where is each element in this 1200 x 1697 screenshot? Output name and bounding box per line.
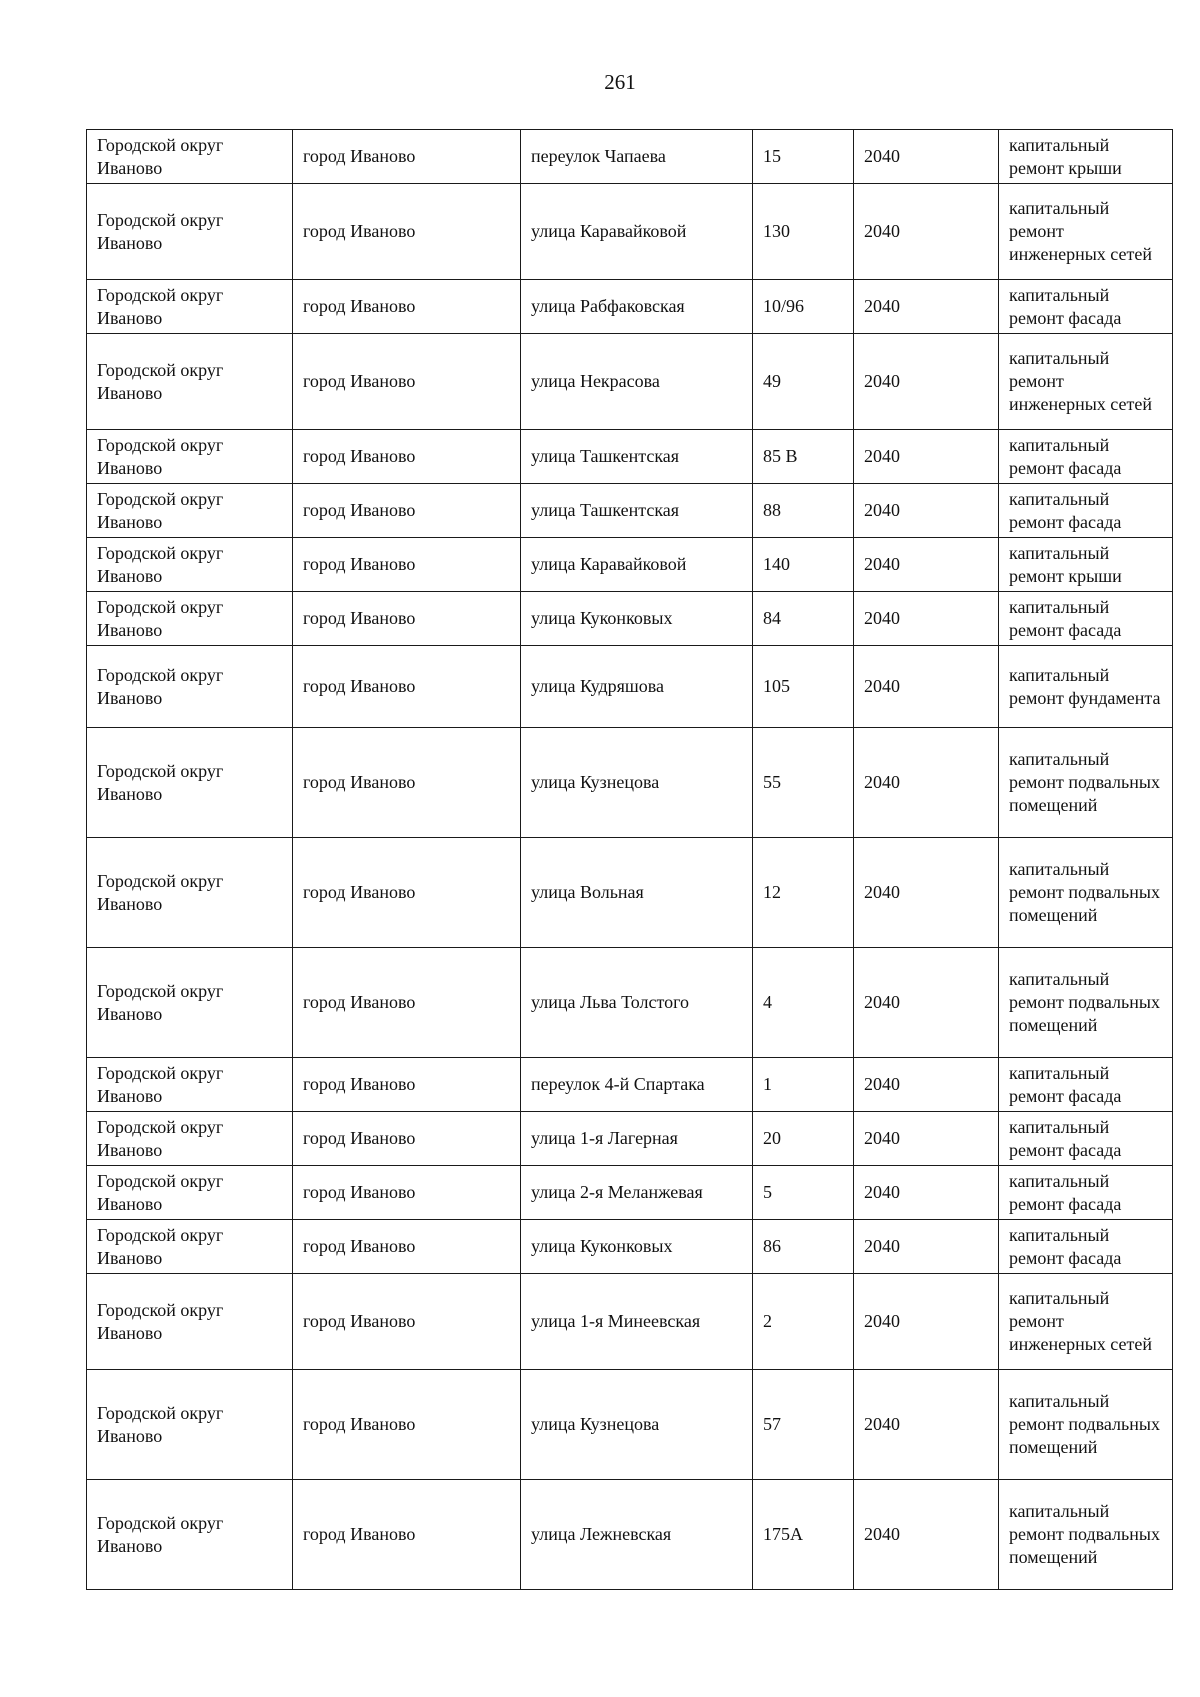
cell-work-type: капитальный ремонт инженерных сетей [999,334,1173,430]
table-row [87,538,1173,592]
cell-work-type: капитальный ремонт фасада [999,1058,1173,1112]
cell-settlement: город Иваново [293,538,521,592]
cell-street: улица Вольная [521,838,753,948]
table-row [87,130,1173,184]
cell-municipality: Городской округ Иваново [87,184,293,280]
cell-house-number: 1 [753,1058,854,1112]
cell-street: переулок Чапаева [521,130,753,184]
cell-settlement: город Иваново [293,1058,521,1112]
cell-street: улица Куконковых [521,1220,753,1274]
cell-work-type: капитальный ремонт фасада [999,484,1173,538]
repair-schedule-table [86,129,1173,1590]
cell-work-type: капитальный ремонт инженерных сетей [999,1274,1173,1370]
cell-work-type: капитальный ремонт фасада [999,1112,1173,1166]
cell-house-number: 55 [753,728,854,838]
cell-house-number: 12 [753,838,854,948]
cell-year: 2040 [854,592,999,646]
cell-year: 2040 [854,646,999,728]
cell-municipality: Городской округ Иваново [87,1274,293,1370]
cell-year: 2040 [854,484,999,538]
cell-settlement: город Иваново [293,1370,521,1480]
cell-year: 2040 [854,1274,999,1370]
cell-municipality: Городской округ Иваново [87,948,293,1058]
cell-house-number: 85 В [753,430,854,484]
cell-work-type: капитальный ремонт подвальных помещений [999,838,1173,948]
page-number: 261 [604,70,636,94]
cell-street: улица Кузнецова [521,1370,753,1480]
table-row [87,1058,1173,1112]
table-row [87,184,1173,280]
cell-settlement: город Иваново [293,1220,521,1274]
cell-municipality: Городской округ Иваново [87,538,293,592]
table-row [87,948,1173,1058]
cell-settlement: город Иваново [293,1274,521,1370]
cell-year: 2040 [854,1220,999,1274]
cell-municipality: Городской округ Иваново [87,592,293,646]
cell-year: 2040 [854,1112,999,1166]
cell-settlement: город Иваново [293,1166,521,1220]
table-row [87,1480,1173,1590]
cell-street: улица Льва Толстого [521,948,753,1058]
cell-street: улица Лежневская [521,1480,753,1590]
cell-year: 2040 [854,280,999,334]
cell-settlement: город Иваново [293,484,521,538]
cell-municipality: Городской округ Иваново [87,1220,293,1274]
cell-work-type: капитальный ремонт подвальных помещений [999,1480,1173,1590]
cell-work-type: капитальный ремонт фасада [999,280,1173,334]
cell-house-number: 84 [753,592,854,646]
cell-municipality: Городской округ Иваново [87,484,293,538]
cell-municipality: Городской округ Иваново [87,1112,293,1166]
table-body [87,130,1173,1590]
cell-house-number: 5 [753,1166,854,1220]
cell-house-number: 2 [753,1274,854,1370]
cell-settlement: город Иваново [293,1480,521,1590]
cell-work-type: капитальный ремонт инженерных сетей [999,184,1173,280]
cell-settlement: город Иваново [293,646,521,728]
cell-year: 2040 [854,1058,999,1112]
cell-street: улица Кудряшова [521,646,753,728]
table-row [87,592,1173,646]
cell-municipality: Городской округ Иваново [87,1370,293,1480]
cell-settlement: город Иваново [293,130,521,184]
cell-year: 2040 [854,130,999,184]
cell-year: 2040 [854,184,999,280]
table-row [87,280,1173,334]
cell-year: 2040 [854,728,999,838]
table-row [87,728,1173,838]
cell-municipality: Городской округ Иваново [87,430,293,484]
table-row [87,334,1173,430]
cell-work-type: капитальный ремонт фасада [999,592,1173,646]
cell-house-number: 175А [753,1480,854,1590]
table-row [87,484,1173,538]
table-row [87,430,1173,484]
table-row [87,1274,1173,1370]
cell-work-type: капитальный ремонт фундамента [999,646,1173,728]
cell-work-type: капитальный ремонт фасада [999,1220,1173,1274]
cell-year: 2040 [854,948,999,1058]
cell-municipality: Городской округ Иваново [87,1166,293,1220]
cell-work-type: капитальный ремонт подвальных помещений [999,948,1173,1058]
cell-year: 2040 [854,1480,999,1590]
cell-street: улица Каравайковой [521,538,753,592]
cell-street: улица 1-я Минеевская [521,1274,753,1370]
cell-street: улица Ташкентская [521,430,753,484]
cell-work-type: капитальный ремонт подвальных помещений [999,1370,1173,1480]
cell-year: 2040 [854,1166,999,1220]
cell-work-type: капитальный ремонт подвальных помещений [999,728,1173,838]
cell-work-type: капитальный ремонт крыши [999,130,1173,184]
cell-municipality: Городской округ Иваново [87,130,293,184]
cell-house-number: 86 [753,1220,854,1274]
cell-house-number: 49 [753,334,854,430]
cell-house-number: 140 [753,538,854,592]
cell-house-number: 130 [753,184,854,280]
cell-house-number: 105 [753,646,854,728]
cell-work-type: капитальный ремонт крыши [999,538,1173,592]
cell-street: переулок 4-й Спартака [521,1058,753,1112]
cell-house-number: 57 [753,1370,854,1480]
cell-year: 2040 [854,1370,999,1480]
cell-year: 2040 [854,430,999,484]
cell-house-number: 4 [753,948,854,1058]
table-row [87,1220,1173,1274]
cell-street: улица Куконковых [521,592,753,646]
table-row [87,1370,1173,1480]
cell-settlement: город Иваново [293,592,521,646]
cell-year: 2040 [854,334,999,430]
cell-work-type: капитальный ремонт фасада [999,1166,1173,1220]
table-row [87,1112,1173,1166]
cell-house-number: 88 [753,484,854,538]
cell-settlement: город Иваново [293,948,521,1058]
cell-settlement: город Иваново [293,838,521,948]
cell-municipality: Городской округ Иваново [87,1058,293,1112]
cell-street: улица Ташкентская [521,484,753,538]
cell-municipality: Городской округ Иваново [87,280,293,334]
cell-house-number: 15 [753,130,854,184]
cell-settlement: город Иваново [293,728,521,838]
cell-municipality: Городской округ Иваново [87,646,293,728]
cell-municipality: Городской округ Иваново [87,838,293,948]
cell-work-type: капитальный ремонт фасада [999,430,1173,484]
cell-street: улица Рабфаковская [521,280,753,334]
cell-settlement: город Иваново [293,184,521,280]
cell-street: улица 1-я Лагерная [521,1112,753,1166]
cell-year: 2040 [854,838,999,948]
cell-settlement: город Иваново [293,334,521,430]
cell-street: улица 2-я Меланжевая [521,1166,753,1220]
cell-municipality: Городской округ Иваново [87,334,293,430]
table-row [87,1166,1173,1220]
cell-year: 2040 [854,538,999,592]
cell-house-number: 20 [753,1112,854,1166]
cell-house-number: 10/96 [753,280,854,334]
cell-street: улица Некрасова [521,334,753,430]
cell-municipality: Городской округ Иваново [87,728,293,838]
table-row [87,838,1173,948]
cell-street: улица Кузнецова [521,728,753,838]
cell-settlement: город Иваново [293,430,521,484]
cell-settlement: город Иваново [293,280,521,334]
cell-street: улица Каравайковой [521,184,753,280]
cell-municipality: Городской округ Иваново [87,1480,293,1590]
table-row [87,646,1173,728]
cell-settlement: город Иваново [293,1112,521,1166]
